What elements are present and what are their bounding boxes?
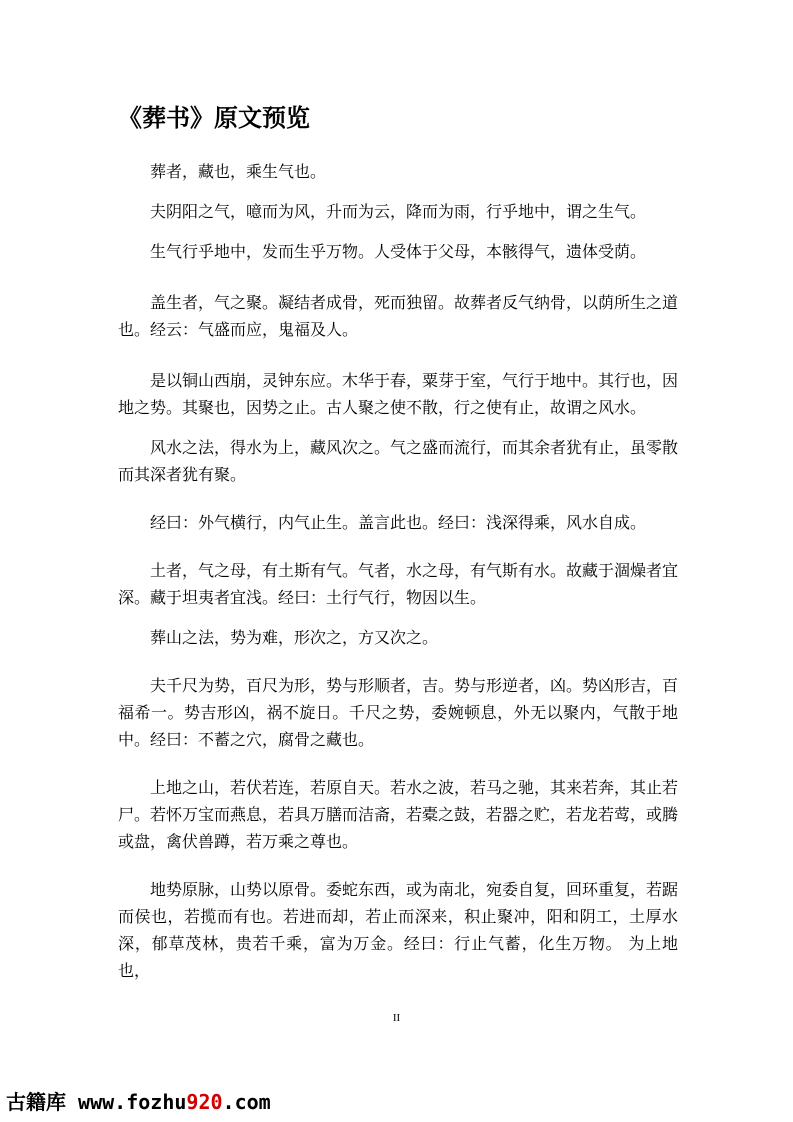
paragraph: 是以铜山西崩，灵钟东应。木华于春，粟芽于室，气行于地中。其行也，因地之势。其聚也，因势之止。古人聚之使不散，行之使有止，故谓之风水。: [118, 371, 679, 417]
watermark-url-prefix: www.fozhu: [66, 1090, 187, 1114]
paragraph: 葬者，藏也，乘生气也。: [150, 162, 327, 181]
watermark-url-digits: 920: [186, 1090, 223, 1114]
site-watermark: [6, 1086, 271, 1115]
paragraph: 经曰：外气横行，内气止生。盖言此也。经曰：浅深得乘，风水自成。: [150, 513, 647, 532]
paragraph: 葬山之法，势为难，形次之，方又次之。: [150, 628, 439, 647]
paragraph: 土者，气之母，有土斯有气。气者，水之母，有气斯有水。故藏于涸燥者宜深。藏于坦夷者宜浅。经曰：土行气行，物因以生。: [118, 561, 679, 607]
paragraph: 地势原脉，山势以原骨。委蛇东西，或为南北，宛委自复，回环重复，若踞而侯也，若揽而有也。若进而却，若止而深来，积止聚冲，阳和阴工，土厚水深，郁草茂林，贵若千乘，富为万金。经曰：行止气蓄，化生万物。 为上地也，: [118, 880, 679, 980]
watermark-url-suffix: .com: [222, 1090, 271, 1114]
document-body: [118, 158, 678, 984]
page-title: 《葬书》原文预览: [118, 103, 310, 132]
watermark-site-name: 古籍库: [6, 1090, 66, 1114]
paragraph: 风水之法，得水为上，藏风次之。气之盛而流行，而其余者犹有止，虽零散而其深者犹有聚。: [118, 438, 679, 484]
paragraph: 夫千尺为势，百尺为形，势与形顺者，吉。势与形逆者，凶。势凶形吉，百福希一。势吉形凶，祸不旋日。千尺之势，委婉顿息，外无以聚内，气散于地中。经曰：不蓄之穴，腐骨之藏也。: [118, 676, 679, 749]
paragraph: 上地之山，若伏若连，若原自天。若水之波，若马之驰，其来若奔，其止若尸。若怀万宝而燕息，若具万膳而洁斋，若橐之鼓，若器之贮，若龙若莺，或腾或盘，禽伏兽蹲，若万乘之尊也。: [118, 778, 679, 851]
paragraph: 盖生者，气之聚。凝结者成骨，死而独留。故葬者反气纳骨，以荫所生之道也。经云：气盛而应，鬼福及人。: [118, 293, 679, 339]
paragraph: 生气行乎地中，发而生乎万物。人受体于父母，本骸得气，遗体受荫。: [150, 242, 647, 261]
page-number: II: [392, 1012, 401, 1024]
paragraph: 夫阴阳之气，噫而为风，升而为云，降而为雨，行乎地中，谓之生气。: [150, 202, 647, 221]
